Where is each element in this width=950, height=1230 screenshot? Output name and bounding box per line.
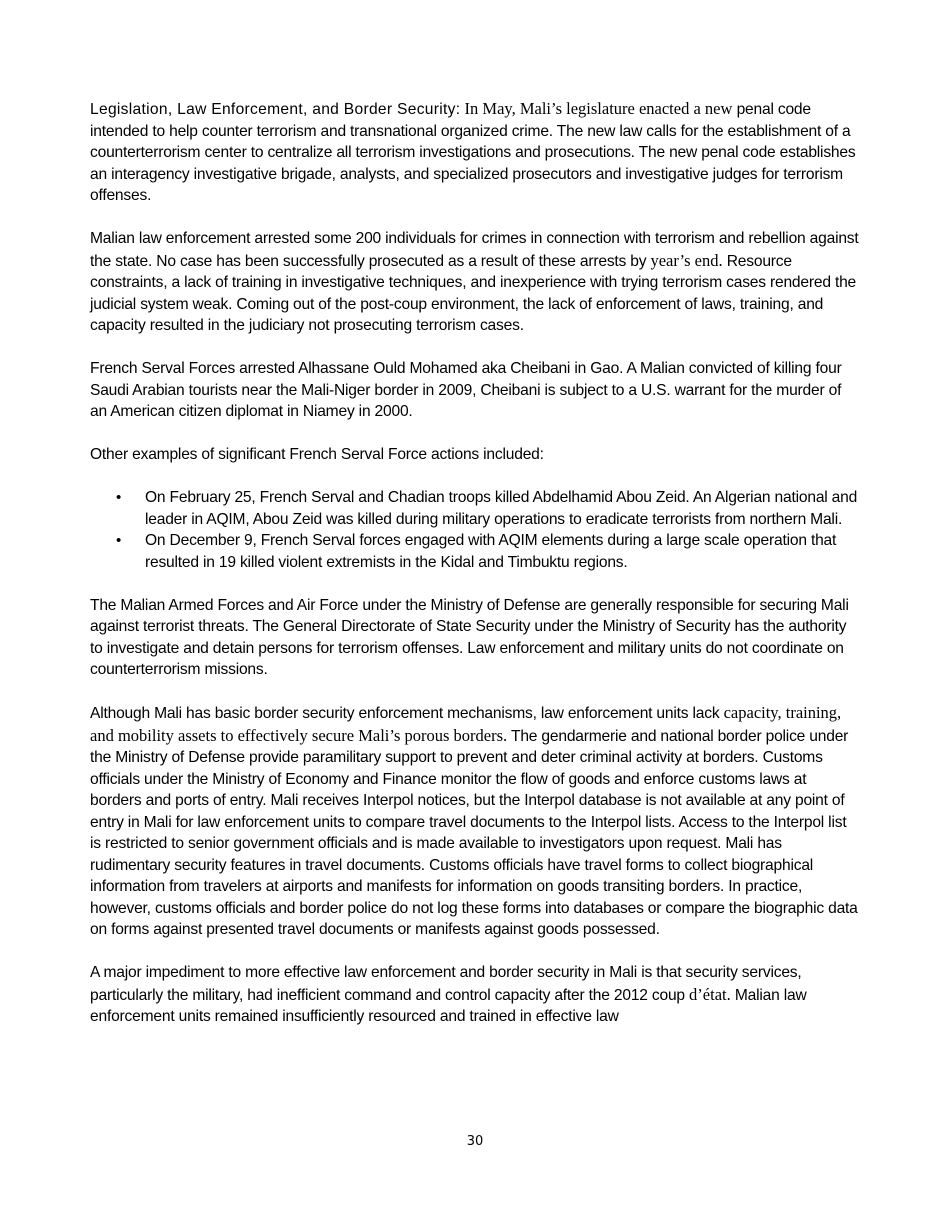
border-text-1: Although Mali has basic border security enforcement mechanisms, law enforcement units lack — [90, 705, 720, 722]
paragraph-impediment — [90, 962, 860, 1028]
paragraph-examples-intro: Other examples of significant French Serval Force actions included: — [90, 446, 544, 463]
impediment-serif-text: d’état. — [689, 984, 731, 1004]
border-serif-text: capacity, training, and mobility assets to effectively secure Mali’s porous borders. — [90, 703, 842, 745]
intro-serif-text: In May, Mali’s legislature enacted a new — [464, 99, 733, 118]
paragraph-armed-forces: The Malian Armed Forces and Air Force under the Ministry of Defense are generally responsible for securing Mali against terrorist threats. The General Directorate of State Security under the Ministry of Security has the authority to investigate and detain persons for terrorism offenses. Law enforcement and military units do not coordinate on counterterrorism missions. — [90, 596, 849, 678]
section-heading: Legislation, Law Enforcement, and Border Security: — [90, 101, 461, 118]
impediment-text-2: Malian law enforcement units remained insufficiently resourced and trained in effective law — [90, 986, 807, 1025]
document-page — [90, 98, 860, 1049]
bullet-list — [90, 487, 860, 573]
arrests-text-1: Malian law enforcement arrested some 200 individuals for crimes in connection with terrorism and rebellion against the state. No case has been successfully prosecuted as a result of these arrests by — [90, 230, 859, 270]
bullet-item-abou-zeid: • On February 25, French Serval and Chadian troops killed Abdelhamid Abou Zeid. An Algerian national and leader in AQIM, Abou Zeid was killed during military operations to eradicate terrorists from northern Mali. — [90, 487, 860, 530]
border-text-2: The gendarmerie and national border police under the Ministry of Defense provide paramilitary support to prevent and deter criminal activity at borders. Customs officials under the Ministry of Economy and Finance monitor the flow of goods and enforce customs laws at borders and ports of entry. Mali receives Interpol notices, but the Interpol database is not available at any point of entry in Mali for law enforcement units to compare travel documents to the Interpol lists. Access to the Interpol list is restricted to senior government officials and is made available to investigators upon request. Mali has rudimentary security features in travel documents. Customs officials have travel forms to collect biographical information from travelers at airports and manifests for information on goods transiting borders. In practice, however, customs officials and border police do not log these forms into databases or compare the biographic data on forms against presented travel documents or manifests against goods possessed. — [90, 727, 858, 938]
paragraph-arrests — [90, 228, 860, 337]
page-number: 30 — [466, 1134, 484, 1149]
bullet-item-december-9: • On December 9, French Serval forces engaged with AQIM elements during a large scale operation that resulted in 19 killed violent extremists in the Kidal and Timbuktu regions. — [90, 530, 860, 573]
arrests-serif-text: year’s end. — [650, 250, 723, 270]
impediment-text-1: A major impediment to more effective law enforcement and border security in Mali is that security services, particularly the military, had inefficient command and control capacity after the 2012 coup — [90, 964, 802, 1004]
paragraph-cheibani: French Serval Forces arrested Alhassane Ould Mohamed aka Cheibani in Gao. A Malian convicted of killing four Saudi Arabian tourists near the Mali-Niger border in 2009, Cheibani is subject to a U.S. warrant for the murder of an American citizen diplomat in Niamey in 2000. — [90, 360, 842, 420]
paragraph-border-security — [90, 702, 860, 941]
arrests-text-2: Resource constraints, a lack of training in investigative techniques, and inexperience with trying terrorism cases rendered the judicial system weak. Coming out of the post-coup environment, the lack of enforcement of laws, training, and capacity resulted in the judiciary not prosecuting terrorism cases. — [90, 252, 857, 334]
paragraph-legislation — [90, 98, 860, 207]
intro-text: penal code intended to help counter terrorism and transnational organized crime. The new law calls for the establishment of a counterterrorism center to centralize all terrorism investigations and prosecutions. The new penal code establishes an interagency investigative brigade, analysts, and specialized prosecutors and investigative judges for terrorism offenses. — [90, 101, 856, 204]
